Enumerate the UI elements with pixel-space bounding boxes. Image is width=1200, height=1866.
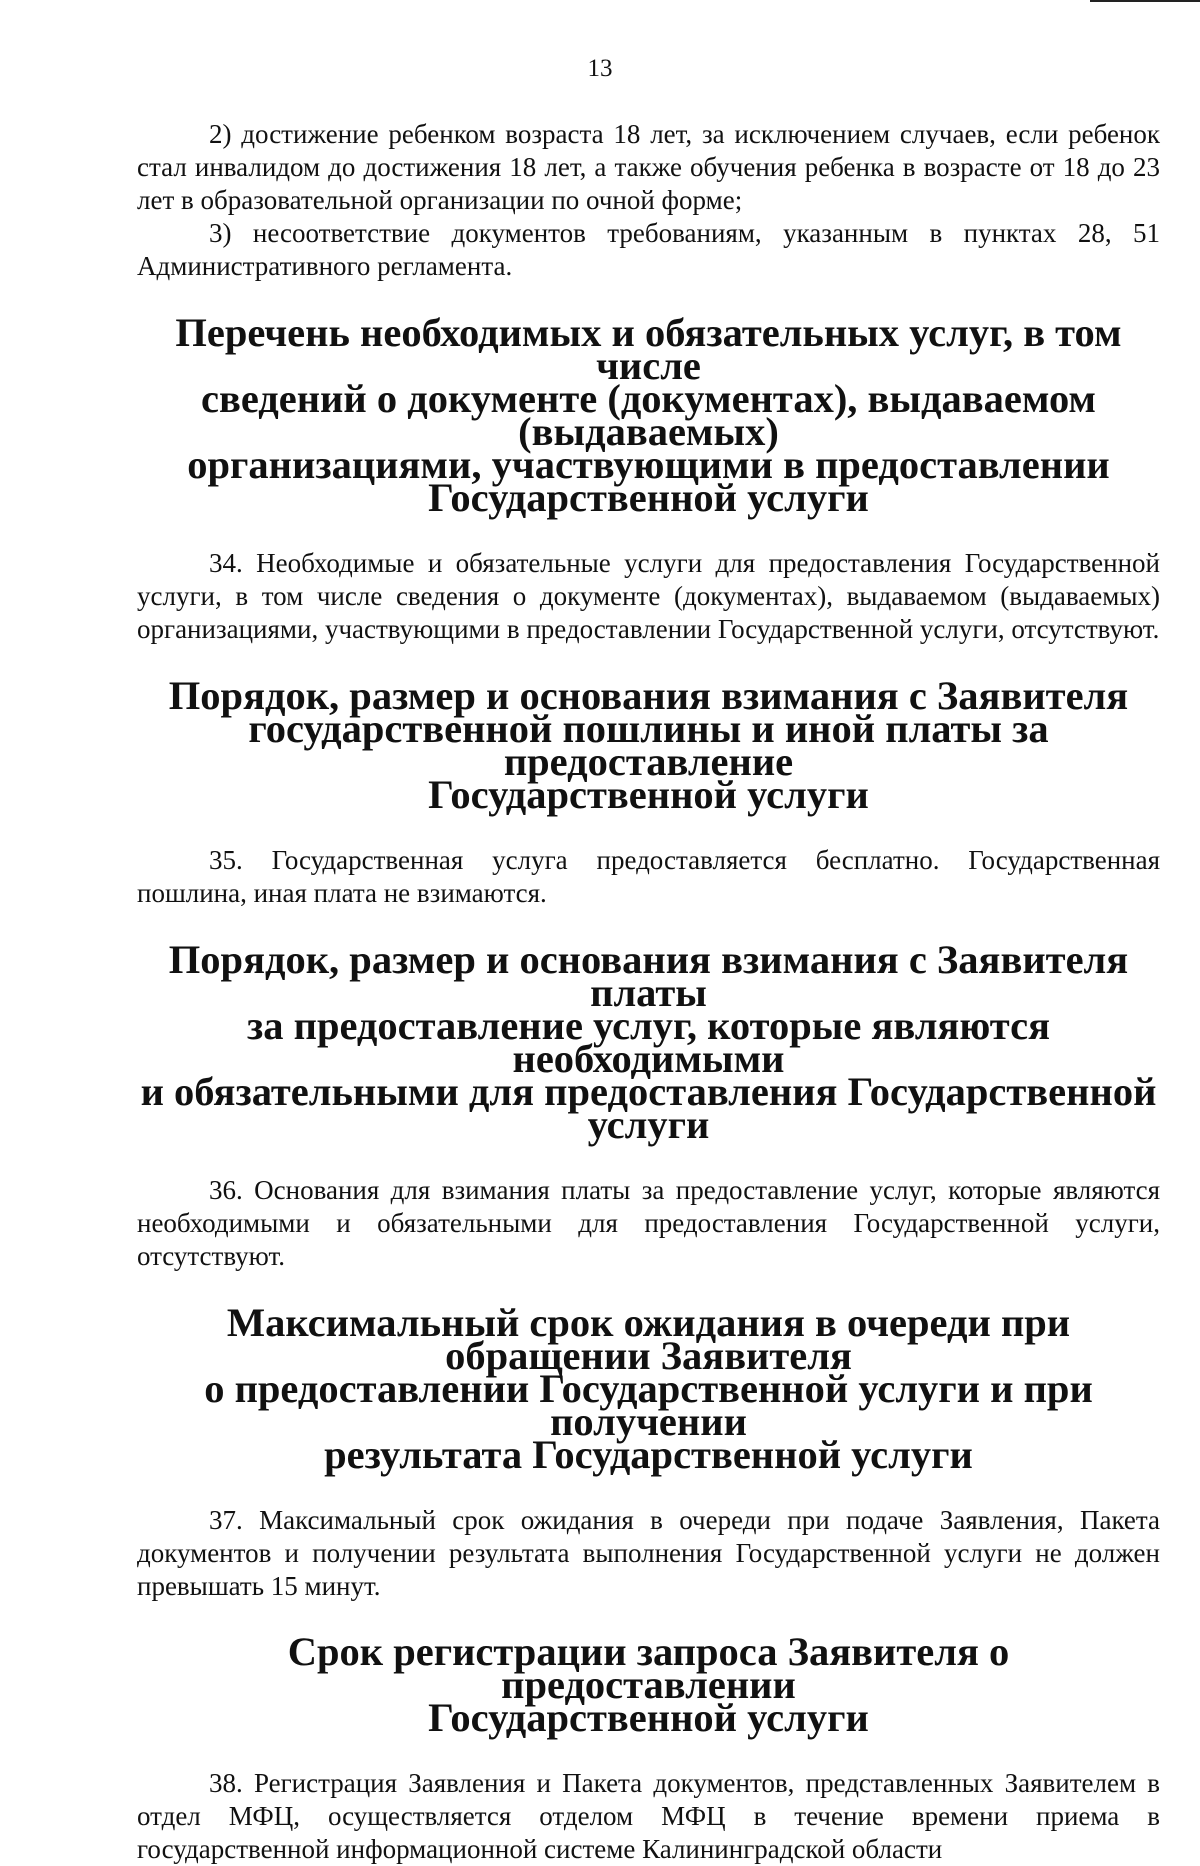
heading-line: Порядок, размер и основания взимания с Заявителя bbox=[168, 673, 1129, 718]
heading-line: организациями, участвующими в предоставлении bbox=[187, 442, 1110, 487]
section-heading-necessary-services bbox=[137, 310, 1160, 520]
document-body bbox=[137, 118, 1160, 1866]
heading-line: государственной пошлины и иной платы за предоставление bbox=[248, 706, 1049, 784]
paragraph-37: 37. Максимальный срок ожидания в очереди при подаче Заявления, Пакета документов и получении результата выполнения Государственной услуги не должен превышать 15 минут. bbox=[137, 1505, 1160, 1601]
paragraph-35: 35. Государственная услуга предоставляется бесплатно. Государственная пошлина, иная плата не взимаются. bbox=[137, 845, 1160, 908]
heading-line: Государственной услуги bbox=[428, 475, 869, 520]
paragraph-36: 36. Основания для взимания платы за предоставление услуг, которые являются необходимыми и обязательными для предоставления Государственной услуги, отсутствуют. bbox=[137, 1175, 1160, 1271]
section-heading-registration-term bbox=[137, 1629, 1160, 1740]
heading-line: за предоставление услуг, которые являются необходимыми bbox=[246, 1003, 1051, 1081]
heading-line: Срок регистрации запроса Заявителя о предоставлении bbox=[287, 1629, 1010, 1707]
paragraph-38: 38. Регистрация Заявления и Пакета документов, представленных Заявителем в отдел МФЦ, осуществляется отделом МФЦ в течение времени приема в государственной информационной системе Калининградской области bbox=[137, 1768, 1160, 1864]
paragraph-item-3: 3) несоответствие документов требованиям, указанным в пунктах 28, 51 Административного регламента. bbox=[137, 218, 1160, 281]
section-heading-service-fee bbox=[137, 937, 1160, 1147]
paragraph-item-2: 2) достижение ребенком возраста 18 лет, за исключением случаев, если ребенок стал инвалидом до достижения 18 лет, а также обучения ребенка в возрасте от 18 до 23 лет в образовательной организации по очной форме; bbox=[137, 119, 1160, 215]
heading-line: Государственной услуги bbox=[428, 772, 869, 817]
section-heading-state-fee bbox=[137, 673, 1160, 817]
section-heading-waiting-time bbox=[137, 1300, 1160, 1477]
heading-line: и обязательными для предоставления Государственной услуги bbox=[140, 1069, 1157, 1147]
paragraph-34: 34. Необходимые и обязательные услуги для предоставления Государственной услуги, в том числе сведения о документе (документах), выдаваемом (выдаваемых) организациями, участвующими в предоставлении Государственной услуги, отсутствуют. bbox=[137, 548, 1160, 644]
heading-line: сведений о документе (документах), выдаваемом (выдаваемых) bbox=[200, 376, 1097, 454]
heading-line: Государственной услуги bbox=[428, 1695, 869, 1740]
heading-line: Порядок, размер и основания взимания с Заявителя платы bbox=[168, 937, 1129, 1015]
heading-line: Перечень необходимых и обязательных услуг, в том числе bbox=[175, 310, 1122, 388]
heading-line: Максимальный срок ожидания в очереди при обращении Заявителя bbox=[226, 1300, 1071, 1378]
heading-line: о предоставлении Государственной услуги и при получении bbox=[204, 1366, 1093, 1444]
top-edge-line bbox=[1090, 0, 1200, 2]
heading-line: результата Государственной услуги bbox=[324, 1432, 973, 1477]
page-number: 13 bbox=[587, 55, 613, 82]
